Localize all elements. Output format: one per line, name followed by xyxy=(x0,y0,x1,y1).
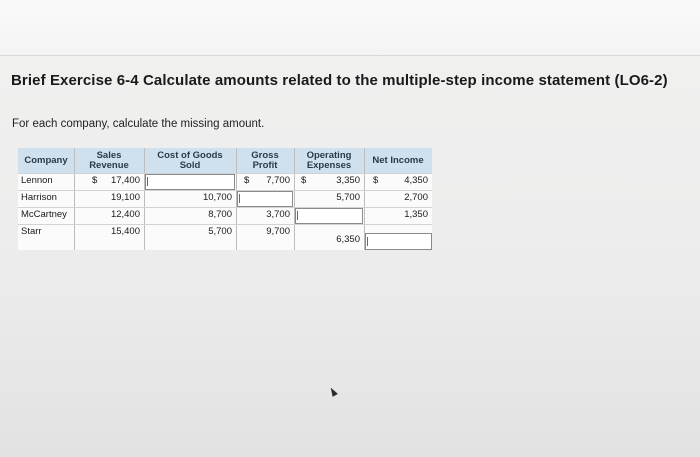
exercise-instruction: For each company, calculate the missing amount. xyxy=(12,118,265,130)
sales-revenue-value: 19,100 xyxy=(110,192,140,203)
gross-profit-value: 9,700 xyxy=(266,226,290,237)
currency-symbol: $ xyxy=(244,175,250,186)
header-cost-of-goods-sold: Cost of Goods Sold xyxy=(144,148,236,173)
browser-top-bar xyxy=(0,0,700,56)
company-name: McCartney xyxy=(21,209,67,220)
operating-expenses-value: 5,700 xyxy=(336,192,360,203)
currency-symbol: $ xyxy=(373,175,379,186)
net-income-value: 2,700 xyxy=(404,192,428,203)
operating-expenses-input[interactable] xyxy=(295,208,363,224)
gross-profit-input[interactable] xyxy=(237,191,293,207)
net-income-input[interactable] xyxy=(365,233,432,250)
currency-symbol: $ xyxy=(92,175,98,186)
net-income-value: 4,350 xyxy=(404,175,428,186)
header-gross-profit: Gross Profit xyxy=(236,148,294,173)
header-net-income: Net Income xyxy=(364,148,432,173)
mouse-pointer-icon xyxy=(328,386,338,397)
operating-expenses-value: 6,350 xyxy=(336,234,360,245)
input-caret xyxy=(239,194,240,203)
sales-revenue-value: 17,400 xyxy=(110,175,140,186)
income-statement-table xyxy=(18,148,432,250)
input-caret xyxy=(297,211,298,220)
gross-profit-value: 3,700 xyxy=(266,209,290,220)
header-sales-revenue: Sales Revenue xyxy=(74,148,144,173)
cogs-value: 5,700 xyxy=(208,226,232,237)
cogs-input[interactable] xyxy=(145,174,235,190)
gross-profit-value: 7,700 xyxy=(266,175,290,186)
input-caret xyxy=(147,177,148,186)
sales-revenue-value: 12,400 xyxy=(110,209,140,220)
company-name: Harrison xyxy=(21,192,57,203)
company-name: Starr xyxy=(21,226,42,237)
header-company: Company xyxy=(18,148,74,173)
company-name: Lennon xyxy=(21,175,53,186)
currency-symbol: $ xyxy=(301,175,307,186)
header-operating-expenses: Operating Expenses xyxy=(294,148,364,173)
exercise-title: Brief Exercise 6-4 Calculate amounts related to the multiple-step income statement (LO6-2) xyxy=(11,72,668,89)
cogs-value: 8,700 xyxy=(208,209,232,220)
net-income-value: 1,350 xyxy=(404,209,428,220)
cogs-value: 10,700 xyxy=(202,192,232,203)
sales-revenue-value: 15,400 xyxy=(110,226,140,237)
operating-expenses-value: 3,350 xyxy=(336,175,360,186)
input-caret xyxy=(367,237,368,246)
